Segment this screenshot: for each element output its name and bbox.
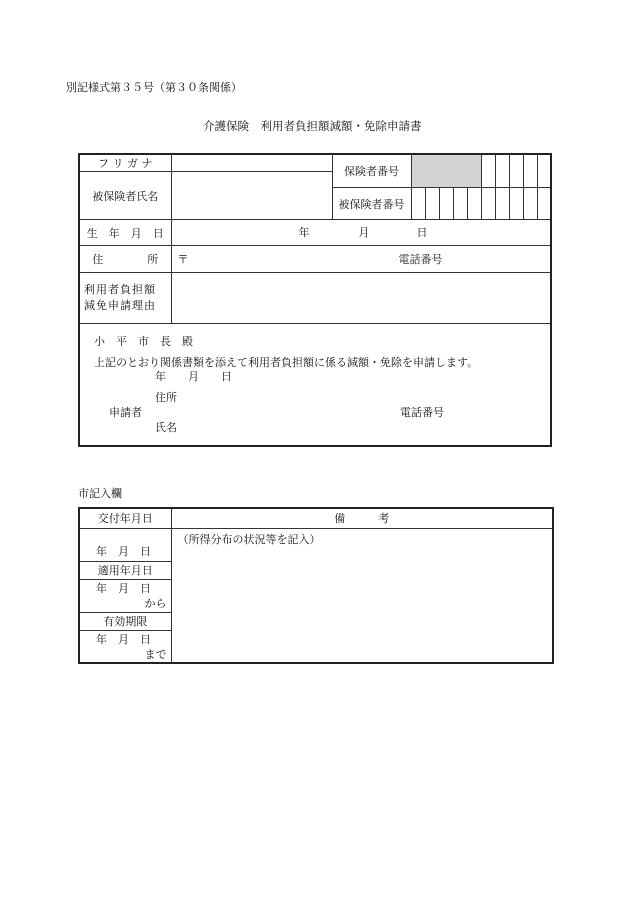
addressee: 小 平 市 長 殿 — [94, 335, 193, 348]
applicant-label: 申請者 — [109, 406, 142, 419]
declaration-date: 年 月 日 — [155, 370, 232, 383]
from-label: から — [144, 596, 167, 610]
insurer-number-field[interactable] — [411, 154, 481, 188]
issue-date-label: 交付年月日 — [79, 508, 171, 528]
insurer-digit[interactable] — [537, 154, 551, 188]
birth-month-label: 月 — [358, 226, 370, 239]
insurer-digit[interactable] — [495, 154, 509, 188]
insured-digit[interactable] — [439, 188, 453, 220]
insured-name-label: 被保険者氏名 — [79, 172, 171, 220]
birth-day-label: 日 — [416, 226, 428, 239]
insured-number-label: 被保険者番号 — [332, 188, 411, 220]
birthdate-label: 生 年 月 日 — [79, 220, 171, 246]
valid-period-value[interactable] — [79, 630, 171, 663]
birthdate-field[interactable] — [171, 220, 551, 246]
until-label: まで — [144, 647, 167, 661]
insurer-digit[interactable] — [509, 154, 523, 188]
remarks-field[interactable] — [171, 528, 553, 663]
reduction-reason-label — [79, 273, 171, 324]
insured-digit[interactable] — [481, 188, 495, 220]
reason-label-line2: 減免申請理由 — [84, 299, 156, 312]
applied-ymd: 年 月 日 — [96, 581, 151, 595]
insured-digit[interactable] — [411, 188, 425, 220]
insured-digit[interactable] — [537, 188, 551, 220]
city-section-heading: 市記入欄 — [78, 487, 122, 500]
furigana-label: フ リ ガ ナ — [79, 154, 171, 172]
address-label: 住 所 — [79, 246, 171, 273]
insured-name-field[interactable] — [171, 172, 332, 220]
applied-date-label: 適用年月日 — [79, 561, 171, 579]
applicant-address-label: 住所 — [155, 391, 177, 404]
furigana-field[interactable] — [171, 154, 332, 172]
declaration-block — [79, 324, 551, 446]
postal-mark: 〒 — [177, 253, 189, 266]
application-form-table — [78, 153, 552, 447]
insurer-digit[interactable] — [481, 154, 495, 188]
valid-period-label: 有効期限 — [79, 612, 171, 630]
insured-digit[interactable] — [509, 188, 523, 220]
insurer-digit[interactable] — [523, 154, 537, 188]
insured-digit[interactable] — [523, 188, 537, 220]
remarks-note: （所得分布の状況等を記入） — [177, 532, 321, 546]
remarks-label: 備 考 — [171, 508, 553, 528]
form-title: 介護保険 利用者負担額減額・免除申請書 — [203, 119, 422, 133]
form-number: 別記様式第３５号（第３０条関係） — [66, 81, 242, 94]
issue-date-value[interactable]: 年 月 日 — [79, 528, 171, 561]
reason-label-line1: 利用者負担額 — [84, 283, 156, 296]
reduction-reason-field[interactable] — [171, 273, 551, 324]
city-entry-table — [78, 507, 554, 664]
address-field[interactable] — [171, 246, 551, 273]
applicant-phone-label: 電話番号 — [400, 406, 444, 419]
phone-label: 電話番号 — [398, 253, 443, 266]
birth-year-label: 年 — [298, 226, 310, 239]
insurer-number-label: 保険者番号 — [332, 154, 411, 188]
insured-digit[interactable] — [453, 188, 467, 220]
declaration-statement: 上記のとおり関係書類を添えて利用者負担額に係る減額・免除を申請します。 — [94, 356, 479, 369]
applied-date-value[interactable] — [79, 579, 171, 612]
valid-ymd: 年 月 日 — [96, 632, 151, 646]
insured-digit[interactable] — [425, 188, 439, 220]
insured-digit[interactable] — [495, 188, 509, 220]
insured-digit[interactable] — [467, 188, 481, 220]
applicant-name-label: 氏名 — [155, 421, 177, 434]
